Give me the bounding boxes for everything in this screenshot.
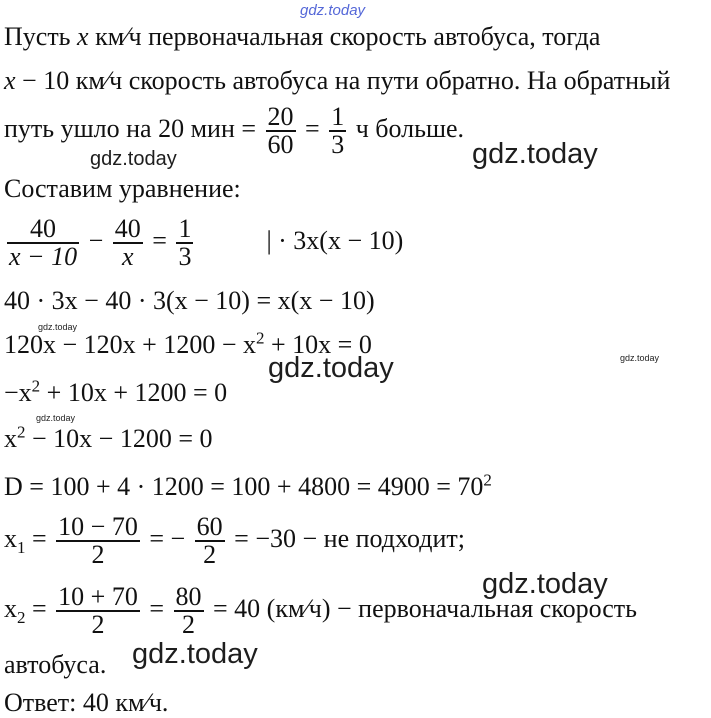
text-line-2 (4, 66, 670, 96)
equation-line (4, 584, 637, 638)
denominator: 2 (56, 610, 140, 638)
variable: x (4, 66, 16, 95)
equation-line (4, 424, 213, 454)
numerator: 10 + 70 (58, 582, 138, 611)
text: D = 100 + 4 · 1200 = 100 + 4800 = 4900 = 70 (4, 472, 484, 501)
text-line: автобуса. (4, 650, 107, 679)
watermark: gdz.today (620, 353, 660, 363)
text: путь ушло на 20 мин = (4, 113, 263, 143)
watermark: gdz.today (300, 2, 366, 19)
fraction (174, 584, 204, 638)
fraction (329, 104, 346, 158)
numerator: 1 (331, 102, 345, 131)
text: = (25, 593, 54, 623)
text: − (82, 225, 110, 255)
subscript: 2 (17, 608, 26, 628)
exponent: 2 (256, 328, 265, 348)
fraction (56, 584, 140, 638)
numerator: 60 (196, 512, 223, 541)
text: Пусть (4, 22, 78, 51)
numerator: 20 (267, 102, 294, 131)
denominator: 3 (331, 130, 345, 159)
variable: x (4, 523, 17, 553)
text-line-3 (4, 104, 464, 158)
numerator: 40 (114, 214, 141, 243)
text: + 10x + 1200 = 0 (40, 378, 228, 407)
denominator: x − 10 (9, 242, 78, 271)
text: = −30 − не подходит; (227, 523, 465, 553)
exponent: 2 (17, 422, 26, 442)
text: = (25, 523, 54, 553)
denominator: 2 (174, 610, 204, 638)
watermark: gdz.today (38, 322, 78, 332)
fraction (113, 216, 143, 270)
text: км⁄ч первоначальная скорость автобуса, тогда (88, 22, 601, 51)
text: − 10 км⁄ч скорость автобуса на пути обратно. На обратный (15, 66, 671, 95)
equation-line (4, 514, 465, 568)
text: 120x − 120x + 1200 − x (4, 330, 256, 359)
equation-line (4, 472, 492, 502)
fraction (7, 216, 79, 270)
watermark: gdz.today (472, 138, 598, 170)
fraction (266, 104, 296, 158)
text: −x (4, 378, 32, 407)
fraction (56, 514, 140, 568)
exponent: 2 (483, 470, 492, 490)
text: = (298, 113, 327, 143)
text: | · 3x(x − 10) (266, 225, 404, 255)
equation-line (4, 378, 227, 408)
watermark: gdz.today (482, 568, 608, 600)
fraction (195, 514, 225, 568)
denominator: 60 (267, 130, 294, 159)
answer-line: Ответ: 40 км⁄ч. (4, 688, 169, 717)
text-line-1 (4, 22, 600, 52)
text-line-4: Составим уравнение: (4, 174, 241, 203)
text: = (145, 225, 174, 255)
denominator: 2 (195, 540, 225, 568)
denominator: x (113, 242, 143, 270)
numerator: 80 (175, 582, 202, 611)
numerator: 1 (178, 214, 192, 243)
variable: x (77, 22, 89, 51)
text: − 10x − 1200 = 0 (25, 424, 213, 453)
text: = (142, 593, 171, 623)
watermark: gdz.today (268, 352, 394, 384)
text: = − (142, 523, 192, 553)
watermark: gdz.today (36, 413, 76, 423)
numerator: 10 − 70 (58, 512, 138, 541)
watermark: gdz.today (132, 638, 258, 670)
variable: x (4, 593, 17, 623)
equation-line: 40 · 3x − 40 · 3(x − 10) = x(x − 10) (4, 286, 375, 315)
text: + 10x = 0 (264, 330, 372, 359)
text: = 40 (км⁄ч) − первоначальная скорость (206, 593, 637, 623)
denominator: 3 (178, 242, 192, 271)
equation-line (4, 216, 403, 270)
denominator: 2 (56, 540, 140, 568)
text: ч больше. (349, 113, 465, 143)
equation-line (4, 330, 372, 360)
text: x (4, 424, 17, 453)
subscript: 1 (17, 538, 26, 558)
numerator: 40 (30, 214, 57, 243)
exponent: 2 (31, 376, 41, 396)
watermark: gdz.today (90, 148, 177, 170)
fraction (176, 216, 193, 270)
